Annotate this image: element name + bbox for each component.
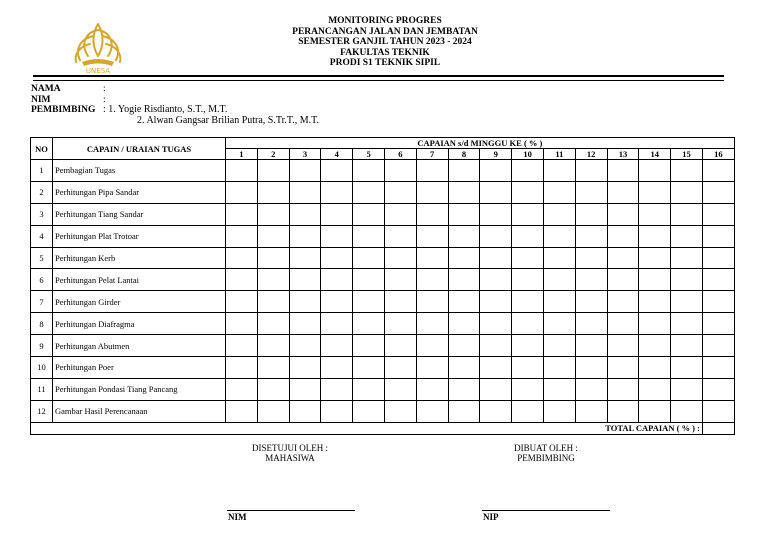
progress-cell — [480, 357, 512, 379]
progress-cell — [353, 269, 385, 291]
made-by — [476, 443, 616, 463]
progress-cell — [289, 160, 321, 182]
progress-cell — [671, 291, 703, 313]
progress-cell — [321, 313, 353, 335]
progress-cell — [639, 181, 671, 203]
progress-cell — [575, 160, 607, 182]
progress-cell — [353, 378, 385, 400]
progress-cell — [416, 378, 448, 400]
approved-by-role: MAHASIWA — [265, 453, 315, 463]
progress-cell — [575, 357, 607, 379]
progress-cell — [289, 225, 321, 247]
row-number: 2 — [31, 181, 53, 203]
week-header: 12 — [575, 149, 607, 160]
progress-cell — [639, 203, 671, 225]
progress-cell — [671, 181, 703, 203]
progress-cell — [480, 335, 512, 357]
progress-cell — [448, 313, 480, 335]
row-number: 1 — [31, 160, 53, 182]
progress-cell — [321, 400, 353, 422]
progress-cell — [321, 160, 353, 182]
progress-cell — [226, 203, 258, 225]
progress-cell — [480, 400, 512, 422]
progress-cell — [702, 335, 734, 357]
progress-cell — [575, 181, 607, 203]
progress-cell — [639, 357, 671, 379]
progress-cell — [671, 400, 703, 422]
progress-cell — [543, 247, 575, 269]
progress-cell — [257, 203, 289, 225]
progress-cell — [671, 247, 703, 269]
signature-line-right — [482, 510, 610, 511]
name-label: NAMA — [31, 84, 61, 94]
header-rule-thick — [33, 75, 724, 77]
progress-cell — [639, 400, 671, 422]
progress-cell — [607, 291, 639, 313]
progress-cell — [384, 335, 416, 357]
progress-cell — [512, 269, 544, 291]
progress-cell — [702, 247, 734, 269]
progress-cell — [671, 203, 703, 225]
progress-cell — [575, 378, 607, 400]
progress-cell — [226, 357, 258, 379]
task-description: Perhitungan Poer — [53, 357, 226, 379]
progress-cell — [226, 247, 258, 269]
progress-cell — [321, 247, 353, 269]
task-description: Pembagian Tugas — [53, 160, 226, 182]
progress-cell — [448, 160, 480, 182]
week-header: 1 — [226, 149, 258, 160]
progress-cell — [607, 160, 639, 182]
progress-cell — [671, 313, 703, 335]
progress-cell — [448, 181, 480, 203]
progress-cell — [639, 378, 671, 400]
task-description: Perhitungan Tiang Sandar — [53, 203, 226, 225]
table-row — [31, 203, 735, 225]
table-row — [31, 181, 735, 203]
table-row — [31, 400, 735, 422]
progress-cell — [543, 181, 575, 203]
progress-cell — [448, 247, 480, 269]
progress-cell — [543, 291, 575, 313]
row-number: 8 — [31, 313, 53, 335]
progress-cell — [639, 269, 671, 291]
progress-cell — [671, 225, 703, 247]
header-line-4: FAKULTAS TEKNIK — [340, 47, 430, 58]
row-number: 4 — [31, 225, 53, 247]
week-header: 15 — [671, 149, 703, 160]
progress-cell — [575, 400, 607, 422]
progress-cell — [512, 225, 544, 247]
progress-cell — [575, 291, 607, 313]
progress-cell — [416, 160, 448, 182]
progress-cell — [512, 400, 544, 422]
progress-cell — [416, 400, 448, 422]
progress-cell — [512, 160, 544, 182]
progress-cell — [384, 357, 416, 379]
task-description: Perhitungan Pondasi Tiang Pancang — [53, 378, 226, 400]
task-description: Perhitungan Girder — [53, 291, 226, 313]
approved-by-label: DISETUJUI OLEH : — [252, 443, 328, 453]
col-weeks-header: CAPAIAN s/d MINGGU KE ( % ) — [226, 138, 735, 149]
progress-cell — [543, 225, 575, 247]
progress-cell — [480, 181, 512, 203]
week-header: 13 — [607, 149, 639, 160]
progress-cell — [671, 269, 703, 291]
made-by-role: PEMBIMBING — [517, 453, 575, 463]
progress-cell — [512, 247, 544, 269]
progress-cell — [607, 181, 639, 203]
progress-cell — [321, 181, 353, 203]
task-description: Gambar Hasil Perencanaan — [53, 400, 226, 422]
col-task-header: CAPAIN / URAIAN TUGAS — [53, 138, 226, 160]
progress-cell — [607, 203, 639, 225]
progress-cell — [384, 160, 416, 182]
document-header — [200, 16, 570, 69]
progress-cell — [512, 313, 544, 335]
progress-cell — [702, 203, 734, 225]
progress-cell — [543, 203, 575, 225]
progress-cell — [607, 313, 639, 335]
progress-cell — [226, 291, 258, 313]
progress-cell — [321, 269, 353, 291]
progress-cell — [257, 247, 289, 269]
task-description: Perhitungan Diafragma — [53, 313, 226, 335]
progress-cell — [384, 225, 416, 247]
progress-cell — [353, 357, 385, 379]
progress-cell — [384, 181, 416, 203]
progress-cell — [480, 203, 512, 225]
table-row — [31, 357, 735, 379]
progress-cell — [480, 160, 512, 182]
table-row — [31, 247, 735, 269]
progress-cell — [607, 247, 639, 269]
progress-cell — [671, 378, 703, 400]
task-description: Perhitungan Plat Trotoar — [53, 225, 226, 247]
week-header: 9 — [480, 149, 512, 160]
progress-cell — [321, 203, 353, 225]
progress-cell — [543, 313, 575, 335]
progress-cell — [702, 225, 734, 247]
progress-cell — [226, 225, 258, 247]
row-number: 10 — [31, 357, 53, 379]
progress-cell — [607, 335, 639, 357]
header-line-2: PERANCANGAN JALAN DAN JEMBATAN — [292, 26, 478, 37]
progress-cell — [289, 203, 321, 225]
progress-cell — [702, 313, 734, 335]
progress-cell — [416, 357, 448, 379]
progress-cell — [384, 291, 416, 313]
table-row — [31, 291, 735, 313]
progress-cell — [543, 357, 575, 379]
progress-cell — [671, 160, 703, 182]
progress-cell — [257, 225, 289, 247]
nip-signature-label: NIP — [483, 512, 499, 522]
progress-cell — [353, 400, 385, 422]
total-value-cell — [702, 422, 734, 434]
progress-cell — [671, 357, 703, 379]
task-description: Perhitungan Pelat Lantai — [53, 269, 226, 291]
progress-cell — [416, 313, 448, 335]
progress-cell — [353, 313, 385, 335]
progress-cell — [257, 269, 289, 291]
progress-cell — [448, 225, 480, 247]
header-line-3: SEMESTER GANJIL TAHUN 2023 - 2024 — [298, 37, 472, 48]
progress-cell — [289, 291, 321, 313]
progress-cell — [353, 247, 385, 269]
table-row — [31, 378, 735, 400]
progress-cell — [257, 335, 289, 357]
progress-cell — [575, 335, 607, 357]
progress-cell — [416, 181, 448, 203]
table-row — [31, 225, 735, 247]
progress-cell — [448, 378, 480, 400]
progress-cell — [702, 181, 734, 203]
progress-cell — [384, 247, 416, 269]
header-line-5: PRODI S1 TEKNIK SIPIL — [329, 58, 441, 69]
progress-cell — [702, 269, 734, 291]
row-number: 11 — [31, 378, 53, 400]
progress-cell — [543, 335, 575, 357]
progress-cell — [384, 378, 416, 400]
progress-cell — [226, 335, 258, 357]
progress-cell — [226, 160, 258, 182]
progress-cell — [257, 160, 289, 182]
progress-cell — [353, 203, 385, 225]
progress-cell — [448, 269, 480, 291]
progress-cell — [257, 357, 289, 379]
week-header: 3 — [289, 149, 321, 160]
progress-cell — [607, 225, 639, 247]
progress-cell — [639, 225, 671, 247]
progress-cell — [416, 225, 448, 247]
task-description: Perhitungan Abutmen — [53, 335, 226, 357]
table-row — [31, 313, 735, 335]
progress-cell — [289, 181, 321, 203]
progress-cell — [512, 357, 544, 379]
task-description: Perhitungan Kerb — [53, 247, 226, 269]
progress-cell — [480, 269, 512, 291]
total-row — [31, 422, 735, 434]
progress-cell — [226, 378, 258, 400]
progress-cell — [448, 335, 480, 357]
progress-cell — [257, 181, 289, 203]
progress-cell — [639, 247, 671, 269]
progress-cell — [575, 225, 607, 247]
progress-cell — [448, 291, 480, 313]
progress-cell — [543, 378, 575, 400]
nim-signature-label: NIM — [228, 512, 247, 522]
row-number: 9 — [31, 335, 53, 357]
progress-cell — [512, 335, 544, 357]
progress-table — [30, 137, 735, 435]
logo-text: UNESA — [85, 67, 111, 75]
progress-cell — [607, 378, 639, 400]
progress-cell — [607, 400, 639, 422]
name-value: : — [103, 84, 106, 94]
progress-cell — [702, 291, 734, 313]
progress-cell — [448, 357, 480, 379]
student-info — [31, 84, 319, 126]
week-header: 16 — [702, 149, 734, 160]
progress-cell — [543, 400, 575, 422]
progress-cell — [353, 335, 385, 357]
table-row — [31, 160, 735, 182]
signature-line-left — [227, 510, 355, 511]
progress-cell — [321, 291, 353, 313]
progress-cell — [512, 291, 544, 313]
total-label: TOTAL CAPAIAN ( % ) : — [31, 422, 703, 434]
progress-cell — [702, 357, 734, 379]
progress-cell — [226, 269, 258, 291]
row-number: 3 — [31, 203, 53, 225]
made-by-label: DIBUAT OLEH : — [514, 443, 578, 453]
progress-cell — [226, 313, 258, 335]
week-header: 6 — [384, 149, 416, 160]
progress-cell — [384, 269, 416, 291]
progress-cell — [480, 313, 512, 335]
header-line-1: MONITORING PROGRES — [328, 16, 442, 26]
progress-cell — [575, 269, 607, 291]
progress-cell — [289, 378, 321, 400]
progress-cell — [289, 313, 321, 335]
progress-cell — [702, 400, 734, 422]
week-header: 10 — [512, 149, 544, 160]
week-header: 8 — [448, 149, 480, 160]
progress-cell — [289, 247, 321, 269]
progress-cell — [512, 203, 544, 225]
progress-cell — [575, 247, 607, 269]
progress-cell — [289, 400, 321, 422]
progress-cell — [480, 291, 512, 313]
progress-cell — [416, 291, 448, 313]
progress-cell — [543, 160, 575, 182]
progress-cell — [353, 225, 385, 247]
approved-by — [220, 443, 360, 463]
progress-cell — [257, 313, 289, 335]
nim-label: NIM — [31, 94, 51, 105]
row-number: 7 — [31, 291, 53, 313]
progress-cell — [639, 291, 671, 313]
progress-cell — [289, 335, 321, 357]
unesa-logo — [68, 16, 128, 76]
table-row — [31, 335, 735, 357]
progress-cell — [512, 378, 544, 400]
week-header: 2 — [257, 149, 289, 160]
progress-cell — [543, 269, 575, 291]
progress-cell — [671, 335, 703, 357]
progress-cell — [607, 357, 639, 379]
progress-cell — [353, 291, 385, 313]
header-rule-thin — [33, 80, 724, 81]
col-no-header: NO — [31, 138, 53, 160]
progress-cell — [384, 203, 416, 225]
advisor-label: PEMBIMBING — [31, 105, 96, 115]
progress-cell — [448, 400, 480, 422]
progress-cell — [257, 378, 289, 400]
progress-cell — [416, 203, 448, 225]
progress-cell — [384, 313, 416, 335]
table-row — [31, 269, 735, 291]
progress-cell — [575, 203, 607, 225]
advisor-1: : 1. Yogie Risdianto, S.T., M.T. — [103, 104, 228, 115]
week-header: 11 — [543, 149, 575, 160]
progress-cell — [607, 269, 639, 291]
progress-cell — [639, 313, 671, 335]
row-number: 6 — [31, 269, 53, 291]
week-header: 4 — [321, 149, 353, 160]
progress-cell — [353, 160, 385, 182]
advisor-2: 2. Alwan Gangsar Brilian Putra, S.Tr.T., M.T. — [137, 114, 320, 126]
progress-cell — [353, 181, 385, 203]
week-header: 14 — [639, 149, 671, 160]
progress-cell — [639, 335, 671, 357]
progress-cell — [512, 181, 544, 203]
progress-cell — [289, 269, 321, 291]
progress-cell — [639, 160, 671, 182]
progress-cell — [416, 269, 448, 291]
progress-cell — [226, 400, 258, 422]
task-description: Perhitungan Pipa Sandar — [53, 181, 226, 203]
progress-cell — [257, 400, 289, 422]
progress-cell — [416, 335, 448, 357]
progress-cell — [384, 400, 416, 422]
progress-cell — [226, 181, 258, 203]
row-number: 12 — [31, 400, 53, 422]
week-header: 7 — [416, 149, 448, 160]
progress-cell — [321, 335, 353, 357]
nim-value: : — [103, 94, 106, 105]
progress-cell — [321, 357, 353, 379]
row-number: 5 — [31, 247, 53, 269]
progress-cell — [702, 160, 734, 182]
progress-cell — [480, 378, 512, 400]
progress-cell — [321, 225, 353, 247]
progress-cell — [480, 225, 512, 247]
progress-cell — [321, 378, 353, 400]
progress-cell — [480, 247, 512, 269]
progress-cell — [702, 378, 734, 400]
progress-cell — [416, 247, 448, 269]
week-header: 5 — [353, 149, 385, 160]
progress-cell — [575, 313, 607, 335]
progress-cell — [448, 203, 480, 225]
progress-cell — [257, 291, 289, 313]
progress-cell — [289, 357, 321, 379]
